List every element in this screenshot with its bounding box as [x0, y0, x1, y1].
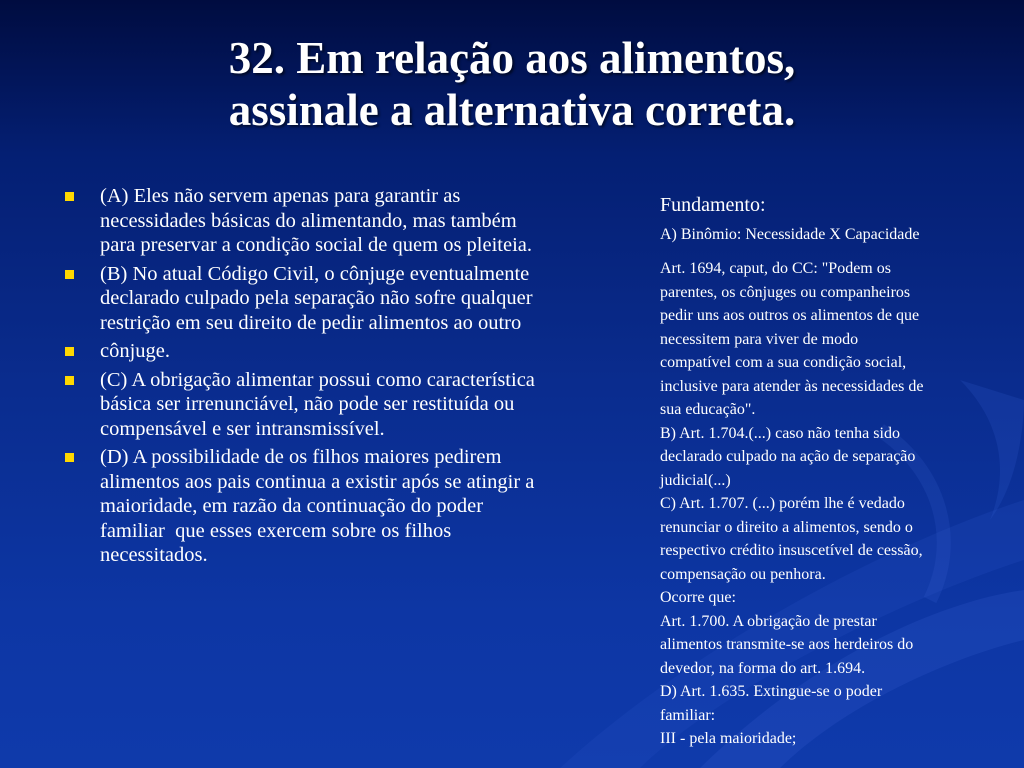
option-line: (D) A possibilidade de os filhos maiores pedirem	[100, 446, 502, 468]
slide-title-line: assinale a alternativa correta.	[228, 85, 796, 135]
option-line: básica ser irrenunciável, não pode ser restituída ou	[100, 393, 515, 415]
fundamento-line: Art. 1694, caput, do CC: "Podem os	[660, 260, 891, 277]
option-line: maioridade, em razão da continuação do poder	[100, 495, 484, 517]
fundamento-line: Ocorre que:	[660, 589, 736, 606]
square-bullet-icon	[65, 347, 74, 356]
fundamento-column	[660, 193, 980, 751]
slide-title-line: 32. Em relação aos alimentos,	[228, 33, 796, 83]
option-b	[62, 262, 632, 336]
option-line: alimentos aos pais continua a existir após se atingir a	[100, 470, 535, 493]
fundamento-line: respectivo crédito insuscetível de cessão,	[660, 542, 923, 559]
fundamento-line: declarado culpado na ação de separação	[660, 448, 916, 465]
fundamento-line: III - pela maioridade;	[660, 730, 797, 747]
option-line: cônjuge.	[100, 340, 171, 362]
fundamento-line: inclusive para atender às necessidades de	[660, 377, 924, 395]
fundamento-heading: Fundamento:	[660, 194, 766, 216]
fundamento-line: necessitem para viver de modo	[660, 330, 859, 348]
fundamento-line: pedir uns aos outros os alimentos de que	[660, 307, 920, 324]
option-line: (A) Eles não servem apenas para garantir as	[100, 185, 461, 207]
option-line: familiar que esses exercem sobre os filhos	[100, 519, 452, 542]
fundamento-line: renunciar o direito a alimentos, sendo o	[660, 518, 913, 536]
fundamento-line: parentes, os cônjuges ou companheiros	[660, 283, 911, 301]
fundamento-line: compatível com a sua condição social,	[660, 354, 907, 371]
fundamento-line: familiar:	[660, 706, 716, 724]
options-list	[62, 184, 632, 568]
option-line: compensável e ser intransmissível.	[100, 417, 385, 440]
square-bullet-icon	[65, 376, 74, 385]
option-line: necessidades básicas do alimentando, mas também	[100, 209, 517, 232]
square-bullet-icon	[65, 270, 74, 279]
option-c	[62, 368, 632, 442]
option-b-continuation	[62, 339, 632, 364]
fundamento-a-line: A) Binômio: Necessidade X Capacidade	[660, 226, 920, 243]
option-line: para preservar a condição social de quem os pleiteia.	[100, 234, 533, 256]
option-line: necessitados.	[100, 544, 208, 566]
fundamento-line: C) Art. 1.707. (...) porém lhe é vedado	[660, 495, 905, 512]
option-line: (B) No atual Código Civil, o cônjuge eventualmente	[100, 262, 530, 285]
square-bullet-icon	[65, 453, 74, 462]
fundamento-line: alimentos transmite-se aos herdeiros do	[660, 636, 914, 653]
option-line: restrição em seu direito de pedir alimentos ao outro	[100, 311, 522, 334]
fundamento-line: D) Art. 1.635. Extingue-se o poder	[660, 683, 883, 700]
fundamento-line: B) Art. 1.704.(...) caso não tenha sido	[660, 424, 900, 442]
fundamento-line: sua educação".	[660, 401, 756, 418]
fundamento-line: Art. 1.700. A obrigação de prestar	[660, 612, 877, 630]
fundamento-line: judicial(...)	[660, 471, 731, 489]
fundamento-line: compensação ou penhora.	[660, 565, 826, 583]
slide-title	[0, 32, 1024, 136]
option-a	[62, 184, 632, 258]
square-bullet-icon	[65, 192, 74, 201]
options-column	[62, 184, 632, 572]
option-line: (C) A obrigação alimentar possui como característica	[100, 368, 535, 391]
option-line: declarado culpado pela separação não sofre qualquer	[100, 287, 533, 309]
option-d	[62, 445, 632, 568]
fundamento-line: devedor, na forma do art. 1.694.	[660, 659, 866, 677]
fundamento-text	[660, 257, 980, 751]
